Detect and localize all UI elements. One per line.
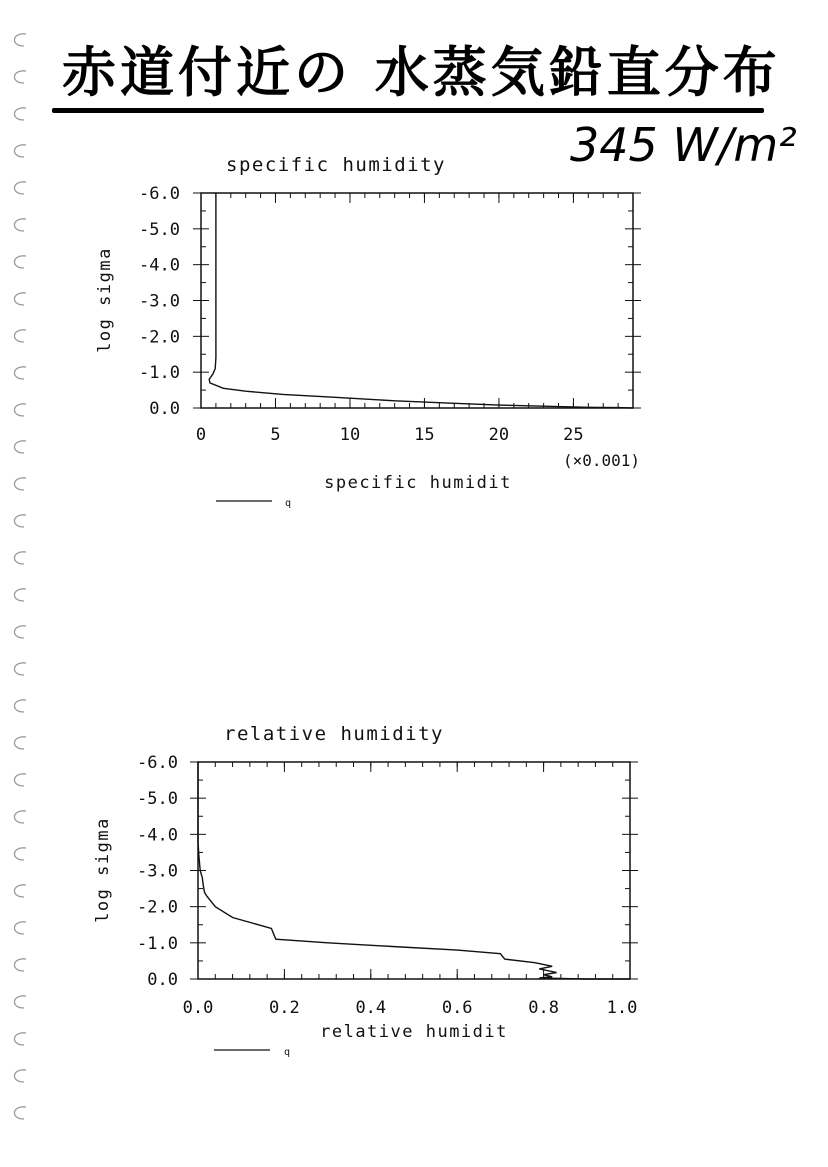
chart-title: specific humidity: [226, 154, 446, 176]
y-tick-label: -5.0: [139, 219, 180, 240]
handwritten-note: 345 W/m²: [570, 118, 797, 172]
axis-ticks: [190, 762, 638, 979]
x-tick-label: 15: [414, 425, 435, 445]
y-tick-label: -2.0: [137, 897, 178, 918]
y-tick-label: -4.0: [137, 825, 178, 846]
handwritten-title: 赤道付近の 水蒸気鉛直分布: [62, 41, 781, 104]
legend-entry: q: [284, 1047, 291, 1058]
x-tick-label: 0.0: [182, 998, 214, 1018]
series-line-q: [209, 193, 633, 408]
series-line-q: [198, 762, 630, 979]
x-tick-labels: [183, 998, 638, 1018]
x-tick-label: 0.2: [269, 998, 300, 1018]
y-tick-label: -6.0: [137, 753, 178, 773]
x-tick-label: 5: [270, 425, 281, 445]
y-tick-label: 0.0: [149, 399, 180, 419]
y-tick-label: -2.0: [139, 327, 180, 348]
y-tick-label: -3.0: [137, 861, 178, 882]
y-tick-label: -4.0: [139, 255, 180, 276]
y-tick-labels: [137, 753, 178, 990]
x-tick-label: 1.0: [606, 998, 638, 1018]
x-tick-label: 0.8: [528, 998, 559, 1018]
y-tick-labels: [139, 184, 180, 419]
y-tick-label: -6.0: [139, 184, 180, 204]
axis-ticks: [193, 193, 641, 408]
x-axis-label: relative humidit: [320, 1022, 508, 1042]
x-tick-label: 10: [339, 425, 361, 445]
y-tick-label: -5.0: [137, 789, 178, 810]
x-tick-label: 25: [563, 425, 584, 445]
legend-entry: q: [285, 498, 292, 509]
x-tick-labels: [196, 425, 584, 445]
plot-frame: [198, 762, 630, 979]
y-tick-label: -1.0: [137, 933, 178, 954]
y-axis-label: log sigma: [95, 247, 115, 353]
y-axis-label: log sigma: [93, 817, 113, 923]
x-tick-label: 20: [488, 425, 510, 445]
x-tick-label: 0.6: [441, 998, 473, 1018]
plot-frame: [201, 193, 633, 408]
y-tick-label: -3.0: [139, 291, 180, 312]
y-tick-label: -1.0: [139, 363, 180, 384]
x-axis-label: specific humidit: [324, 473, 512, 493]
x-multiplier-label: (×0.001): [562, 451, 640, 470]
x-tick-label: 0: [195, 425, 207, 445]
chart-title: relative humidity: [224, 723, 444, 745]
y-tick-label: 0.0: [147, 970, 178, 990]
chart-relative-humidity: [93, 723, 638, 1058]
chart-specific-humidity: [95, 154, 641, 509]
x-tick-label: 0.4: [355, 998, 387, 1018]
